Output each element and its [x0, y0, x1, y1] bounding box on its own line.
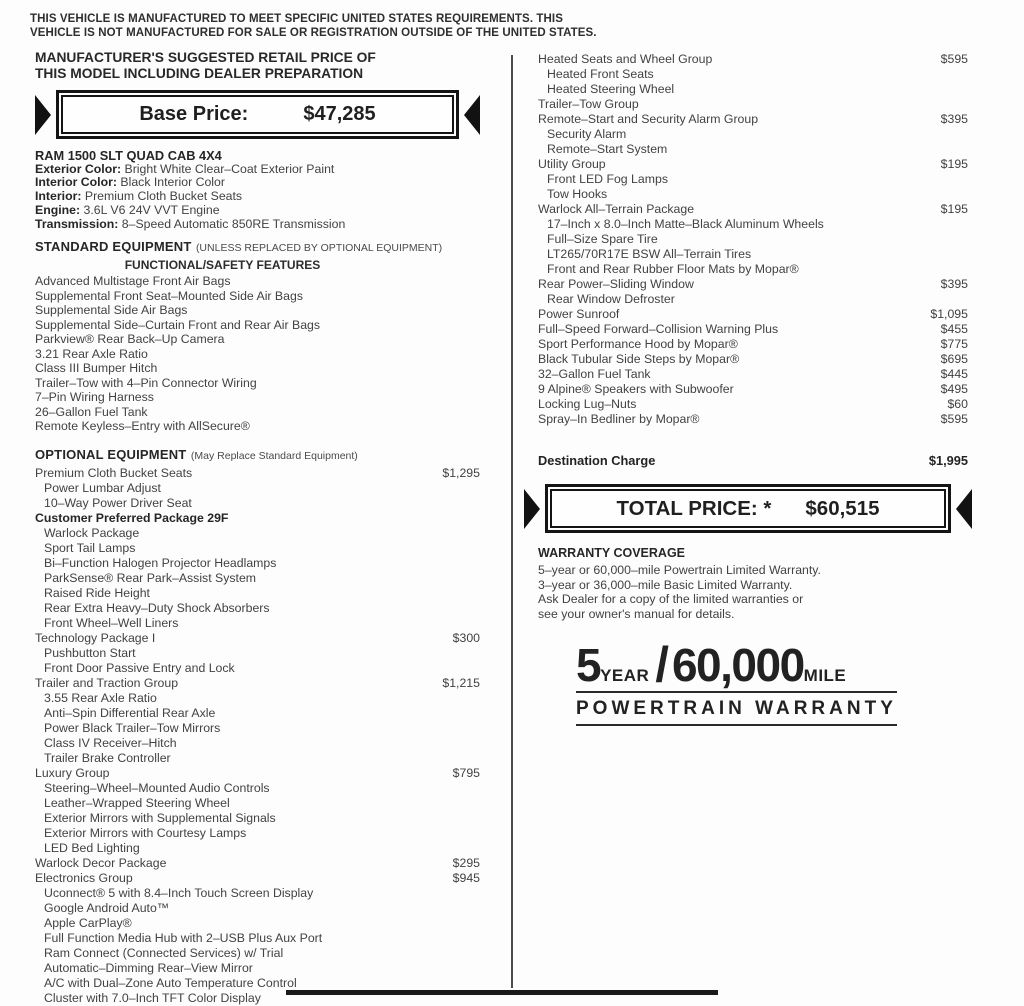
equipment-name: Trailer–Tow with 4–Pin Connector Wiring: [35, 375, 257, 390]
optional-equipment-list: [35, 466, 480, 1006]
equipment-name: 17–Inch x 8.0–Inch Matte–Black Aluminum Wheels: [547, 217, 824, 231]
equipment-row: [538, 262, 968, 277]
equipment-name: 5–year or 60,000–mile Powertrain Limited Warranty.: [538, 563, 821, 577]
equipment-row: [538, 187, 968, 202]
total-price-value: $60,515: [805, 496, 880, 520]
msrp-header: [35, 50, 480, 81]
equipment-row: [35, 511, 480, 526]
equipment-name: Supplemental Front Seat–Mounted Side Air Bags: [35, 288, 303, 303]
equipment-row: [538, 592, 968, 607]
equipment-row: [35, 751, 480, 766]
us-requirements-disclaimer: [30, 13, 597, 40]
equipment-row: [35, 390, 480, 405]
spec-label: Transmission:: [35, 216, 119, 231]
equipment-name: Warlock Decor Package: [35, 855, 167, 870]
equipment-row: [35, 405, 480, 420]
equipment-row: [35, 303, 480, 318]
equipment-price: $1,215: [442, 675, 480, 690]
equipment-name: Rear Power–Sliding Window: [538, 277, 694, 291]
equipment-name: 9 Alpine® Speakers with Subwoofer: [538, 382, 734, 396]
equipment-row: [538, 337, 968, 352]
warranty-coverage-title: WARRANTY COVERAGE: [538, 546, 686, 560]
equipment-row: [35, 661, 480, 676]
equipment-name: Bi–Function Halogen Projector Headlamps: [44, 555, 277, 570]
right-column: [538, 50, 968, 726]
equipment-name: Black Tubular Side Steps by Mopar®: [538, 352, 740, 366]
equipment-name: Sport Performance Hood by Mopar®: [538, 337, 738, 351]
equipment-row: [35, 496, 480, 511]
standard-equipment-title: STANDARD EQUIPMENT: [35, 239, 192, 255]
arrow-right-icon: [524, 489, 540, 529]
equipment-row: [538, 142, 968, 157]
equipment-row: [538, 352, 968, 367]
equipment-price: $1,295: [442, 465, 480, 480]
equipment-name: Full–Size Spare Tire: [547, 232, 658, 246]
standard-equipment-note: (UNLESS REPLACED BY OPTIONAL EQUIPMENT): [195, 242, 443, 255]
equipment-name: Full Function Media Hub with 2–USB Plus Aux Port: [44, 930, 323, 945]
equipment-name: Heated Seats and Wheel Group: [538, 52, 713, 66]
equipment-price: $595: [940, 52, 968, 66]
equipment-row: [538, 607, 968, 622]
spec-label: Exterior Color:: [35, 161, 122, 176]
warranty-year-unit: YEAR: [600, 666, 650, 685]
equipment-price: $795: [452, 765, 480, 780]
equipment-row: [538, 397, 968, 412]
destination-charge-label: Destination Charge: [538, 453, 656, 468]
spec-row: [35, 204, 480, 218]
equipment-name: Power Sunroof: [538, 307, 620, 321]
spec-value: 3.6L V6 24V VVT Engine: [80, 202, 220, 217]
equipment-name: Spray–In Bedliner by Mopar®: [538, 412, 700, 426]
equipment-name: Front and Rear Rubber Floor Mats by Mopar®: [547, 262, 799, 276]
equipment-row: [35, 841, 480, 856]
equipment-name: Cluster with 7.0–Inch TFT Color Display: [44, 990, 261, 1005]
equipment-row: [35, 796, 480, 811]
equipment-row: [35, 646, 480, 661]
equipment-row: [35, 811, 480, 826]
equipment-row: [538, 277, 968, 292]
msrp-header-line-1: MANUFACTURER'S SUGGESTED RETAIL PRICE OF: [35, 50, 376, 65]
disclaimer-line-1: THIS VEHICLE IS MANUFACTURED TO MEET SPECIFIC UNITED STATES REQUIREMENTS. THIS: [30, 13, 563, 25]
powertrain-warranty-text: POWERTRAIN WARRANTY: [576, 698, 897, 726]
equipment-row: [538, 322, 968, 337]
msrp-header-line-2: THIS MODEL INCLUDING DEALER PREPARATION: [35, 65, 364, 81]
equipment-row: [35, 571, 480, 586]
equipment-name: Exterior Mirrors with Courtesy Lamps: [44, 825, 247, 840]
equipment-name: Remote Keyless–Entry with AllSecure®: [35, 419, 250, 434]
equipment-row: [35, 736, 480, 751]
warranty-coverage: [538, 546, 968, 621]
equipment-name: 10–Way Power Driver Seat: [44, 495, 192, 510]
equipment-name: Leather–Wrapped Steering Wheel: [44, 795, 230, 810]
spec-label: Interior:: [35, 189, 82, 204]
equipment-name: 3.55 Rear Axle Ratio: [44, 690, 157, 705]
spec-row: [35, 190, 480, 204]
left-column: [35, 50, 480, 1006]
equipment-row: [35, 526, 480, 541]
base-price-box: [61, 95, 454, 134]
spec-value: Bright White Clear–Coat Exterior Paint: [121, 161, 335, 176]
equipment-name: Remote–Start and Security Alarm Group: [538, 112, 759, 126]
equipment-price: $60: [947, 397, 968, 411]
equipment-name: Security Alarm: [547, 127, 627, 141]
equipment-row: [538, 217, 968, 232]
base-price-band: [35, 90, 480, 139]
equipment-row: [35, 376, 480, 391]
warranty-miles: 60,000: [671, 639, 804, 691]
equipment-name: Raised Ride Height: [44, 585, 150, 600]
equipment-name: Exterior Mirrors with Supplemental Signals: [44, 810, 276, 825]
equipment-name: Premium Cloth Bucket Seats: [35, 465, 193, 480]
equipment-row: [538, 367, 968, 382]
equipment-name: 3–year or 36,000–mile Basic Limited Warranty.: [538, 577, 793, 592]
equipment-name: Rear Window Defroster: [547, 292, 675, 306]
equipment-name: Uconnect® 5 with 8.4–Inch Touch Screen Display: [44, 885, 314, 900]
spec-row: [35, 176, 480, 190]
destination-charge-value: $1,995: [928, 453, 968, 468]
vehicle-spec-list: [35, 163, 480, 232]
equipment-name: Electronics Group: [35, 870, 133, 885]
equipment-row: [35, 274, 480, 289]
bottom-crop-bar: [286, 990, 718, 995]
equipment-name: Front Door Passive Entry and Lock: [44, 660, 235, 675]
equipment-row: [35, 466, 480, 481]
equipment-name: Front LED Fog Lamps: [547, 172, 668, 186]
equipment-name: Utility Group: [538, 157, 606, 171]
equipment-row: [35, 706, 480, 721]
equipment-name: LT265/70R17E BSW All–Terrain Tires: [547, 247, 752, 261]
equipment-name: Supplemental Side–Curtain Front and Rear Air Bags: [35, 317, 321, 332]
equipment-row: [35, 946, 480, 961]
equipment-price: $775: [940, 337, 968, 351]
equipment-name: Customer Preferred Package 29F: [35, 510, 229, 525]
spec-row: [35, 218, 480, 232]
equipment-row: [35, 691, 480, 706]
equipment-row: [35, 347, 480, 362]
equipment-name: Full–Speed Forward–Collision Warning Plus: [538, 322, 779, 336]
equipment-name: 7–Pin Wiring Harness: [35, 390, 154, 405]
warranty-mile-unit: MILE: [803, 666, 847, 685]
slash-separator: /: [655, 638, 669, 692]
equipment-row: [35, 916, 480, 931]
equipment-name: Google Android Auto™: [44, 900, 170, 915]
column-divider: [511, 55, 513, 988]
equipment-row: [538, 157, 968, 172]
equipment-row: [35, 766, 480, 781]
equipment-row: [35, 318, 480, 333]
equipment-row: [35, 289, 480, 304]
equipment-price: $455: [940, 322, 968, 336]
equipment-name: Warlock Package: [44, 525, 140, 540]
equipment-name: 26–Gallon Fuel Tank: [35, 404, 148, 419]
equipment-name: 3.21 Rear Axle Ratio: [35, 346, 148, 361]
equipment-row: [35, 871, 480, 886]
equipment-row: [538, 127, 968, 142]
equipment-name: Remote–Start System: [547, 142, 668, 156]
equipment-price: $445: [940, 367, 968, 381]
equipment-row: [538, 247, 968, 262]
equipment-row: [538, 202, 968, 217]
equipment-name: Technology Package I: [35, 630, 156, 645]
equipment-name: Anti–Spin Differential Rear Axle: [44, 705, 216, 720]
standard-equipment-header: [35, 238, 480, 256]
equipment-row: [538, 67, 968, 82]
equipment-price: $1,095: [930, 307, 968, 321]
equipment-name: Luxury Group: [35, 765, 110, 780]
equipment-row: [35, 332, 480, 347]
equipment-name: LED Bed Lighting: [44, 840, 140, 855]
equipment-row: [35, 419, 480, 434]
equipment-row: [35, 856, 480, 871]
equipment-row: [35, 721, 480, 736]
equipment-price: $395: [940, 112, 968, 126]
equipment-row: [35, 616, 480, 631]
functional-safety-subheader: FUNCTIONAL/SAFETY FEATURES: [124, 258, 321, 273]
equipment-row: [35, 901, 480, 916]
equipment-name: Ask Dealer for a copy of the limited warranties or: [538, 592, 804, 606]
equipment-name: Automatic–Dimming Rear–View Mirror: [44, 960, 253, 975]
equipment-price: $495: [940, 382, 968, 396]
spec-label: Interior Color:: [35, 175, 117, 190]
warranty-years: 5: [576, 639, 601, 691]
equipment-row: [35, 481, 480, 496]
equipment-row: [35, 361, 480, 376]
equipment-row: [35, 631, 480, 646]
spec-label: Engine:: [35, 202, 81, 217]
base-price-value: $47,285: [303, 103, 376, 125]
optional-equipment-header: [35, 446, 480, 464]
equipment-row: [35, 601, 480, 616]
equipment-name: A/C with Dual–Zone Auto Temperature Control: [44, 975, 297, 990]
equipment-price: $295: [452, 855, 480, 870]
equipment-name: Trailer–Tow Group: [538, 97, 639, 111]
equipment-name: Tow Hooks: [547, 187, 608, 201]
arrow-right-icon: [35, 95, 51, 135]
arrow-left-icon: [464, 95, 480, 135]
destination-charge-row: [538, 453, 968, 468]
equipment-price: $595: [940, 412, 968, 426]
equipment-row: [35, 541, 480, 556]
equipment-row: [35, 826, 480, 841]
equipment-name: Parkview® Rear Back–Up Camera: [35, 332, 225, 347]
optional-equipment-list-right: [538, 52, 968, 427]
arrow-left-icon: [956, 489, 972, 529]
equipment-row: [35, 976, 480, 991]
equipment-name: Advanced Multistage Front Air Bags: [35, 274, 231, 289]
equipment-price: $945: [452, 870, 480, 885]
equipment-price: $300: [452, 630, 480, 645]
equipment-name: Class IV Receiver–Hitch: [44, 735, 177, 750]
powertrain-warranty-logo: [576, 638, 897, 726]
equipment-row: [35, 676, 480, 691]
equipment-price: $695: [940, 352, 968, 366]
equipment-row: [538, 82, 968, 97]
equipment-row: [35, 886, 480, 901]
equipment-row: [538, 307, 968, 322]
equipment-row: [35, 781, 480, 796]
equipment-row: [538, 563, 968, 578]
equipment-name: Front Wheel–Well Liners: [44, 615, 179, 630]
equipment-row: [538, 382, 968, 397]
equipment-name: Pushbutton Start: [44, 645, 136, 660]
spec-value: Premium Cloth Bucket Seats: [81, 189, 243, 204]
equipment-name: 32–Gallon Fuel Tank: [538, 367, 651, 381]
equipment-row: [538, 412, 968, 427]
optional-equipment-title: OPTIONAL EQUIPMENT: [35, 446, 187, 462]
equipment-name: see your owner's manual for details.: [538, 606, 735, 621]
logo-divider-line: [576, 691, 897, 693]
equipment-name: Trailer Brake Controller: [44, 750, 171, 765]
equipment-name: Warlock All–Terrain Package: [538, 202, 695, 216]
equipment-row: [35, 556, 480, 571]
equipment-row: [538, 52, 968, 67]
equipment-name: Power Black Trailer–Tow Mirrors: [44, 720, 221, 735]
spec-row: [35, 163, 480, 177]
equipment-row: [538, 292, 968, 307]
equipment-name: Locking Lug–Nuts: [538, 397, 637, 411]
total-price-label: TOTAL PRICE: *: [616, 496, 772, 520]
equipment-row: [538, 172, 968, 187]
equipment-price: $195: [940, 202, 968, 216]
equipment-name: Apple CarPlay®: [44, 915, 132, 930]
equipment-name: ParkSense® Rear Park–Assist System: [44, 570, 257, 585]
optional-equipment-note: (May Replace Standard Equipment): [190, 449, 358, 462]
equipment-name: Steering–Wheel–Mounted Audio Controls: [44, 780, 270, 795]
equipment-row: [35, 931, 480, 946]
equipment-name: Rear Extra Heavy–Duty Shock Absorbers: [44, 600, 270, 615]
equipment-name: Heated Front Seats: [547, 67, 654, 81]
equipment-row: [538, 97, 968, 112]
equipment-row: [538, 232, 968, 247]
equipment-name: Class III Bumper Hitch: [35, 361, 158, 376]
warranty-coverage-lines: [538, 563, 968, 621]
total-price-band: [524, 484, 972, 533]
spec-value: Black Interior Color: [116, 175, 225, 190]
standard-equipment-list: [35, 274, 480, 434]
equipment-row: [538, 578, 968, 593]
disclaimer-line-2: VEHICLE IS NOT MANUFACTURED FOR SALE OR REGISTRATION OUTSIDE OF THE UNITED STATES.: [30, 26, 597, 39]
vehicle-model: RAM 1500 SLT QUAD CAB 4X4: [35, 148, 222, 163]
total-price-box: [550, 489, 946, 528]
equipment-price: $395: [940, 277, 968, 291]
equipment-row: [538, 112, 968, 127]
equipment-name: Sport Tail Lamps: [44, 540, 136, 555]
equipment-name: Supplemental Side Air Bags: [35, 303, 188, 318]
equipment-name: Power Lumbar Adjust: [44, 480, 161, 495]
equipment-name: Heated Steering Wheel: [547, 82, 675, 96]
base-price-label: Base Price:: [139, 103, 249, 125]
equipment-row: [35, 586, 480, 601]
equipment-name: Trailer and Traction Group: [35, 675, 179, 690]
spec-value: 8–Speed Automatic 850RE Transmission: [118, 216, 346, 231]
equipment-row: [35, 961, 480, 976]
equipment-name: Ram Connect (Connected Services) w/ Trial: [44, 945, 284, 960]
equipment-price: $195: [940, 157, 968, 171]
warranty-logo-headline: [576, 638, 897, 692]
